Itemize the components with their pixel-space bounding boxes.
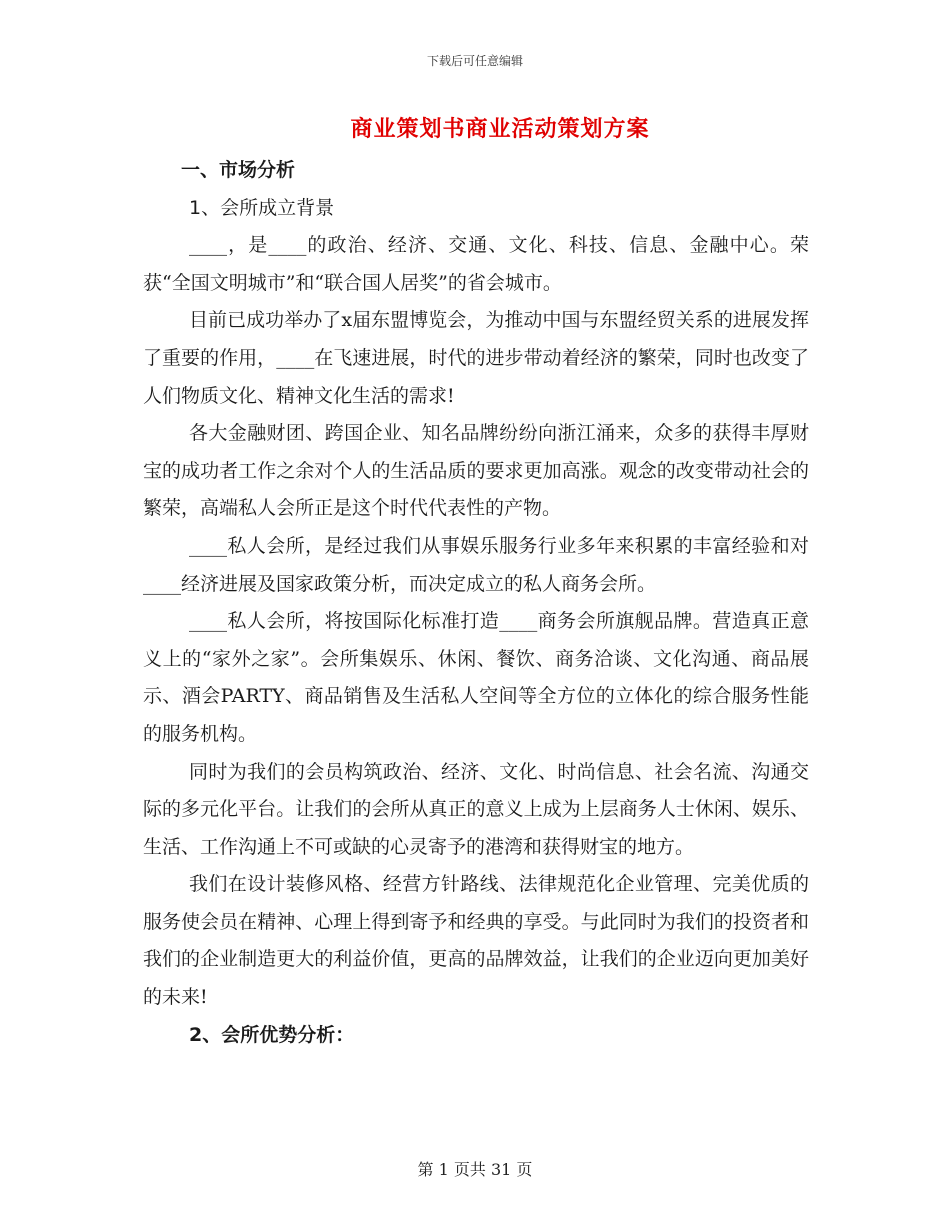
paragraph: ____，是____的政治、经济、交通、文化、科技、信息、金融中心。荣获“全国文明城市”和“联合国人居奖”的省会城市。 <box>143 234 809 294</box>
section-heading-market-analysis: 一、市场分析 <box>181 159 296 181</box>
subsection-heading-advantages: 2、会所优势分析： <box>189 1023 355 1046</box>
document-body <box>143 152 809 1054</box>
page-number-footer: 第 1 页共 31 页 <box>417 1160 533 1179</box>
subsection-heading-background: 1、会所成立背景 <box>189 196 335 219</box>
header-note: 下载后可任意编辑 <box>426 54 523 68</box>
paragraph: 各大金融财团、跨国企业、知名品牌纷纷向浙江涌来，众多的获得丰厚财宝的成功者工作之余对个人的生活品质的要求更加高涨。观念的改变带动社会的繁荣，高端私人会所正是这个时代代表性的产物。 <box>143 422 809 520</box>
paragraph: 我们在设计装修风格、经营方针路线、法律规范化企业管理、完美优质的服务使会员在精神、心理上得到寄予和经典的享受。与此同时为我们的投资者和我们的企业制造更大的利益价值，更高的品牌效益，让我们的企业迈向更加美好的未来! <box>143 873 809 1009</box>
document-title: 商业策划书商业活动策划方案 <box>350 117 650 142</box>
paragraph: 目前已成功举办了x届东盟博览会，为推动中国与东盟经贸关系的进展发挥了重要的作用，____在飞速进展，时代的进步带动着经济的繁荣，同时也改变了人们物质文化、精神文化生活的需求! <box>143 309 809 407</box>
paragraph: 同时为我们的会员构筑政治、经济、文化、时尚信息、社会名流、沟通交际的多元化平台。让我们的会所从真正的意义上成为上层商务人士休闲、娱乐、生活、工作沟通上不可或缺的心灵寄予的港湾和获得财宝的地方。 <box>143 760 809 858</box>
paragraph: ____私人会所，是经过我们从事娱乐服务行业多年来积累的丰富经验和对____经济进展及国家政策分析，而决定成立的私人商务会所。 <box>143 534 809 595</box>
paragraph: ____私人会所，将按国际化标准打造____商务会所旗舰品牌。营造真正意义上的“家外之家”。会所集娱乐、休闲、餐饮、商务洽谈、文化沟通、商品展示、酒会PARTY、商品销售及生活私人空间等全方位的立体化的综合服务性能的服务机构。 <box>143 610 809 745</box>
